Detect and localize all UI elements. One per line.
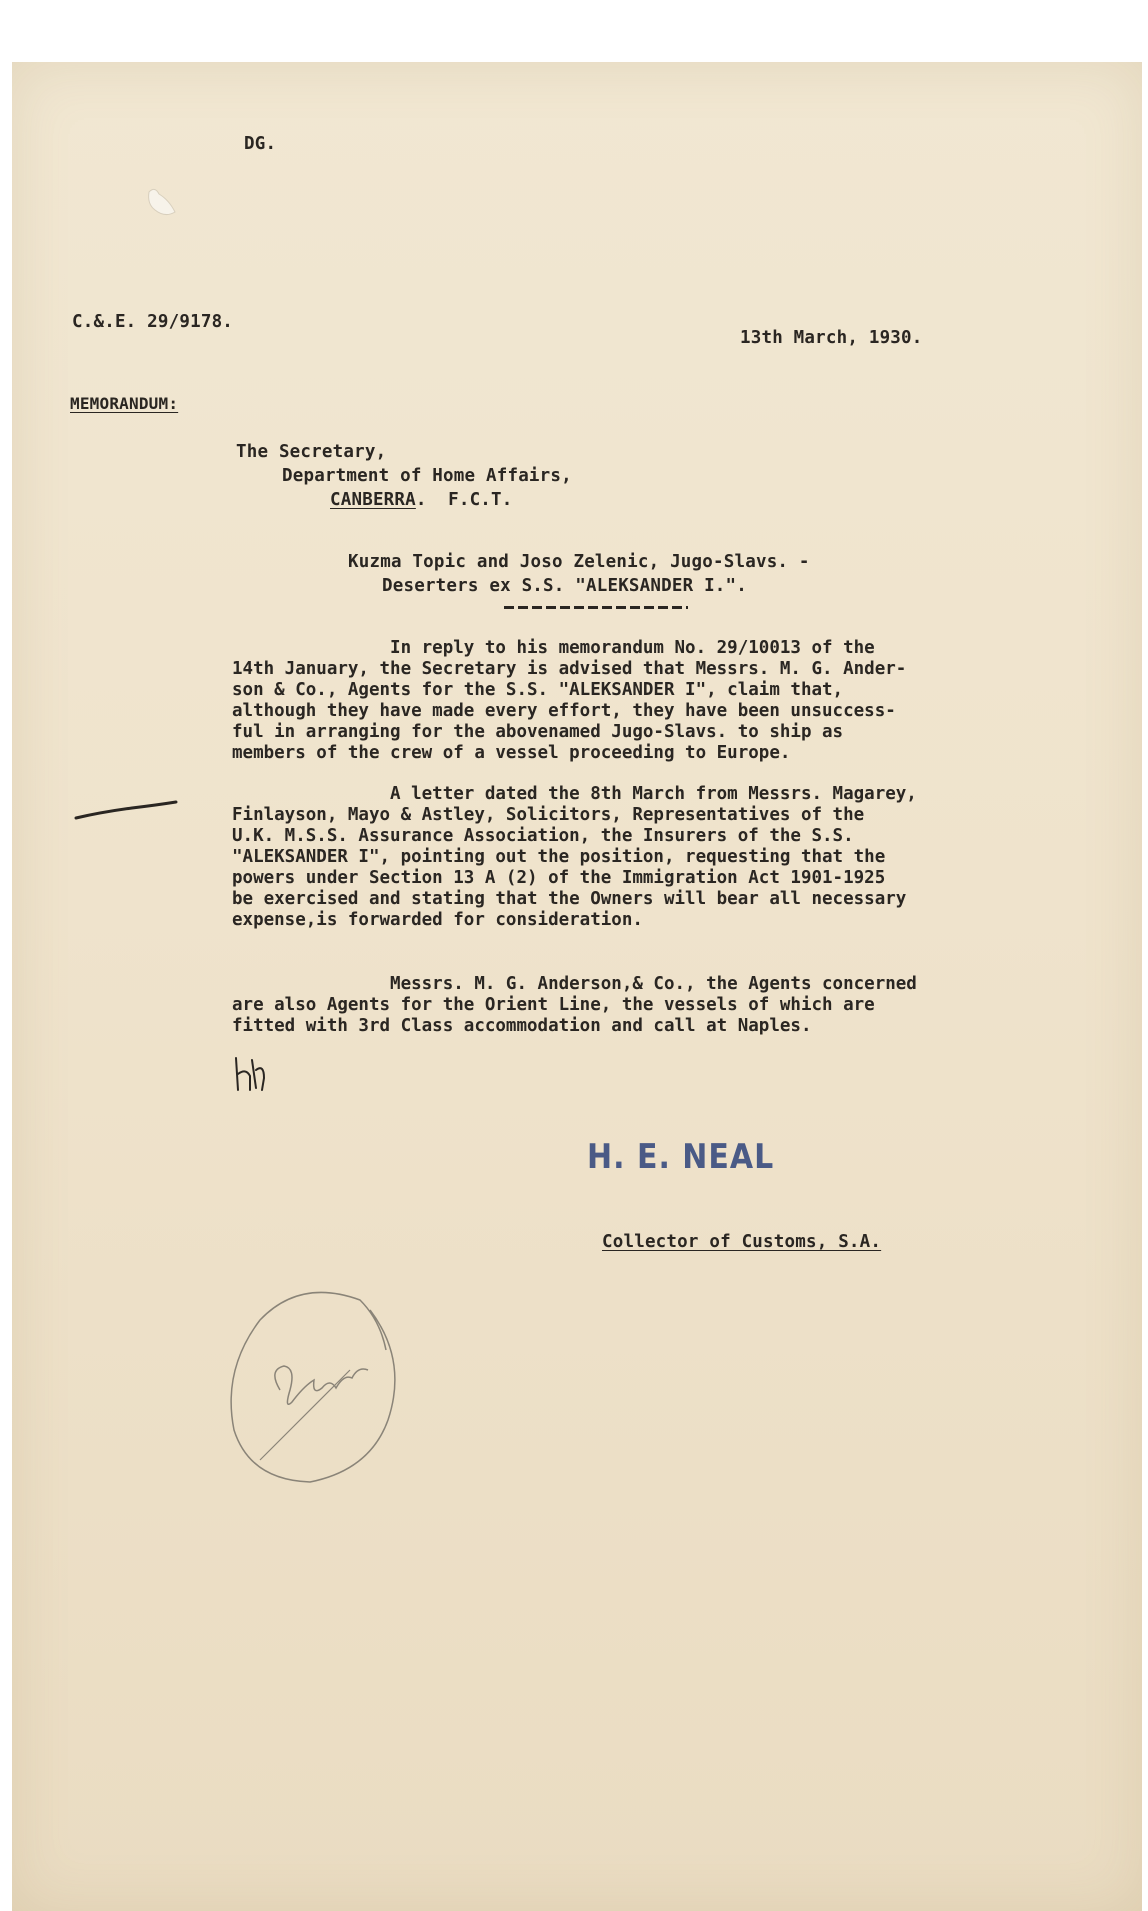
memorandum-label: MEMORANDUM: [70,394,179,413]
paragraph-line: son & Co., Agents for the S.S. "ALEKSANDER I", claim that, [232,680,844,700]
paragraph-line: be exercised and stating that the Owners will bear all necessary [232,889,907,909]
top-initials: DG. [244,134,277,154]
ink-blot-mark [135,182,185,227]
addressee-territory: . F.C.T. [415,490,513,510]
handwritten-initials-mark [230,1050,270,1100]
addressee-city: CANBERRA [330,490,416,510]
paragraph-line: U.K. M.S.S. Assurance Association, the Insurers of the S.S. [232,826,854,846]
stamped-signature-name: H. E. NEAL [587,1137,775,1178]
paragraph-line: In reply to his memorandum No. 29/10013 of the [232,638,875,658]
pencil-circle-annotation [220,1270,410,1490]
paragraph-line: Finlayson, Mayo & Astley, Solicitors, Representatives of the [232,805,865,825]
subject-line-1: Kuzma Topic and Joso Zelenic, Jugo-Slavs. - [348,552,810,572]
paragraph-line: A letter dated the 8th March from Messrs. Magarey, [232,784,917,804]
paragraph-line: members of the crew of a vessel proceeding to Europe. [232,743,791,763]
reference-number: C.&.E. 29/9178. [72,312,234,332]
addressee-line-3 [330,490,513,510]
paragraph-line: although they have made every effort, they have been unsuccess- [232,701,896,721]
paragraph-line: 14th January, the Secretary is advised that Messrs. M. G. Ander- [232,659,907,679]
signatory-title: Collector of Customs, S.A. [602,1232,882,1252]
pen-margin-mark [72,796,182,826]
addressee-line-2: Department of Home Affairs, [282,466,572,486]
paragraph-line: fitted with 3rd Class accommodation and call at Naples. [232,1016,812,1036]
paragraph-line: are also Agents for the Orient Line, the vessels of which are [232,995,875,1015]
memo-date: 13th March, 1930. [740,328,923,348]
subject-line-2: Deserters ex S.S. "ALEKSANDER I.". [382,576,748,596]
subject-underline-rule [504,606,688,609]
paragraph-line: ful in arranging for the abovenamed Jugo-Slavs. to ship as [232,722,844,742]
paragraph-line: expense,is forwarded for consideration. [232,910,643,930]
paragraph-line: Messrs. M. G. Anderson,& Co., the Agents concerned [232,974,917,994]
addressee-line-1: The Secretary, [236,442,387,462]
paragraph-line: "ALEKSANDER I", pointing out the position, requesting that the [232,847,886,867]
paragraph-line: powers under Section 13 A (2) of the Immigration Act 1901-1925 [232,868,886,888]
